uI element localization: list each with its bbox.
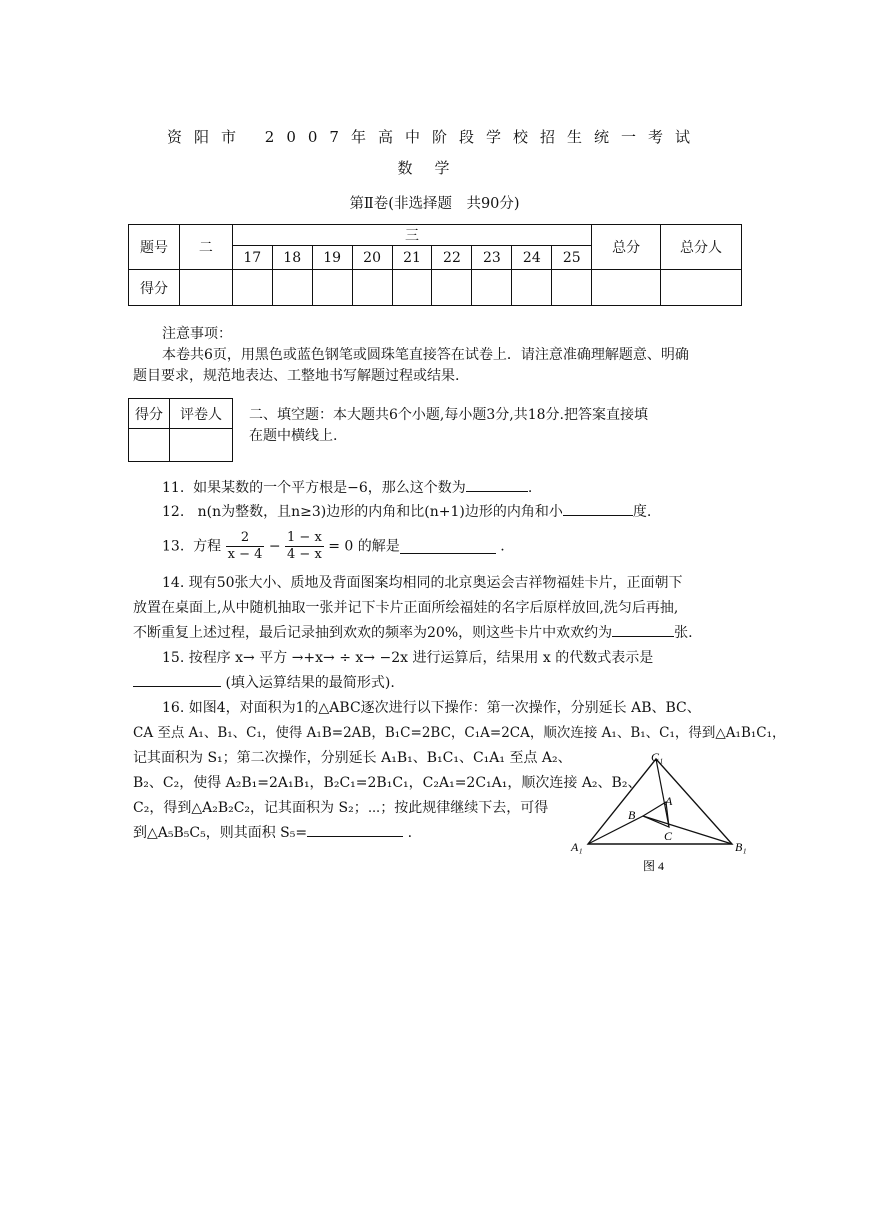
- score-table-col: 19: [312, 246, 352, 270]
- score-cell: [592, 270, 661, 306]
- question-15-line2: [133, 671, 395, 696]
- score-table-col: 25: [552, 246, 592, 270]
- part2-line1: 二、填空题：本大题共6个小题,每小题3分,共18分.把答案直接填: [249, 407, 648, 423]
- q16-line1: 16. 如图4，对面积为1的△ABC逐次进行以下操作：第一次操作，分别延长 AB、BC、: [162, 700, 701, 716]
- score-cell: [232, 270, 272, 306]
- question-11: [162, 476, 532, 501]
- q15-line1: 15. 按程序 x→ 平方 →+x→ ÷ x→ −2x 进行运算后，结果用 x 的代数式表示是: [162, 650, 654, 666]
- q14-line1: 14. 现有50张大小、质地及背面图案均相同的北京奥运会吉祥物福娃卡片，正面朝下: [162, 575, 683, 591]
- section-title: 第Ⅱ卷(非选择题 共90分): [349, 196, 520, 212]
- q12-end: 度.: [632, 504, 652, 520]
- q13-number: 13.: [162, 538, 185, 555]
- q16-line5: C₂，得到△A₂B₂C₂，记其面积为 S₂；⋯；按此规律继续下去，可得: [133, 800, 549, 816]
- score-table-header-zongfenren: 总分人: [661, 225, 742, 270]
- q16-line3: 记其面积为 S₁；第二次操作，分别延长 A₁B₁、B₁C₁、C₁A₁ 至点 A₂、: [133, 750, 572, 766]
- q13-f2-numerator: 1 − x: [287, 530, 322, 545]
- q11-end: .: [527, 480, 533, 496]
- notes-line2: 题目要求，规范地表达、工整地书写解题过程或结果.: [133, 368, 460, 384]
- grader-cell: [129, 429, 170, 462]
- score-table-col: 24: [512, 246, 552, 270]
- q13-fraction-1: [226, 530, 265, 563]
- figure-4: [565, 748, 755, 876]
- score-table-col: 20: [352, 246, 392, 270]
- q15-end: (填入运算结果的最简形式).: [225, 675, 395, 691]
- grader-pingjuanren: 评卷人: [170, 399, 233, 429]
- score-cell: [352, 270, 392, 306]
- score-table-col: 22: [432, 246, 472, 270]
- q11-text: 如果某数的一个平方根是−6，那么这个数为: [193, 480, 466, 496]
- figure-caption: 图 4: [643, 859, 665, 873]
- grader-cell: [170, 429, 233, 462]
- exam-subject: 数学: [397, 159, 472, 177]
- q12-answer-blank[interactable]: [563, 501, 633, 516]
- score-cell: [512, 270, 552, 306]
- q13-f2-denominator: 4 − x: [287, 547, 322, 562]
- q13-prefix: 方程: [193, 538, 222, 555]
- q12-number: 12.: [162, 504, 185, 520]
- segment-c1c: [656, 759, 669, 827]
- score-cell: [552, 270, 592, 306]
- q16-line4: B₂、C₂，使得 A₂B₁=2A₁B₁，B₂C₁=2B₁C₁，C₂A₁=2C₁A₁，顺次连接 A₂、B₂、: [133, 775, 642, 791]
- score-table-header-tihao: 题号: [129, 225, 180, 270]
- q13-suffix: = 0 的解是: [328, 538, 400, 555]
- question-16-line6: [133, 821, 412, 846]
- question-12: [162, 500, 651, 525]
- q14-end: 张.: [674, 625, 693, 641]
- part2-line2: 在题中横线上.: [249, 428, 338, 444]
- question-13: [162, 530, 505, 563]
- q16-line6: 到△A₅B₅C₅，则其面积 S₅=: [133, 825, 308, 841]
- label-a: A: [665, 794, 673, 808]
- score-table: [128, 224, 742, 306]
- q16-line2: CA 至点 A₁、B₁、C₁，使得 A₁B=2AB，B₁C=2BC，C₁A=2CA，顺次连接 A₁、B₁、C₁，得到△A₁B₁C₁，: [133, 725, 786, 741]
- q14-line2: 放置在桌面上,从中随机抽取一张并记下卡片正面所绘福娃的名字后原样放回,洗匀后再抽,: [133, 600, 679, 616]
- label-a1: A₁: [571, 840, 583, 854]
- score-cell: [312, 270, 352, 306]
- q13-f1-numerator: 2: [226, 530, 265, 547]
- grader-table: [128, 398, 233, 462]
- score-table-col: 21: [392, 246, 432, 270]
- score-cell: [179, 270, 232, 306]
- score-cell: [661, 270, 742, 306]
- q16-end: .: [407, 825, 413, 841]
- score-table-col: 23: [472, 246, 512, 270]
- triangle-a1b1c1: [588, 759, 732, 844]
- score-table-row-defen: 得分: [129, 270, 180, 306]
- q12-text: n(n为整数，且n≥3)边形的内角和比(n+1)边形的内角和小: [197, 504, 563, 520]
- score-cell: [472, 270, 512, 306]
- exam-title: 资阳市 2007年高中阶段学校招生统一考试: [167, 128, 702, 146]
- q11-number: 11.: [162, 480, 185, 496]
- q11-answer-blank[interactable]: [466, 477, 528, 492]
- q13-fraction-2: [285, 530, 324, 563]
- q15-answer-blank[interactable]: [133, 672, 221, 687]
- q13-end: .: [500, 538, 505, 555]
- label-b: B: [628, 808, 636, 822]
- label-c: C: [664, 829, 673, 843]
- score-cell: [392, 270, 432, 306]
- score-table-header-san: 三: [232, 225, 591, 246]
- notes-line1: 本卷共6页，用黑色或蓝色钢笔或圆珠笔直接答在试卷上．请注意准确理解题意、明确: [162, 347, 689, 363]
- notes-heading: 注意事项：: [162, 326, 232, 342]
- label-b1: B₁: [735, 840, 747, 854]
- q13-answer-blank[interactable]: [400, 539, 496, 554]
- label-c1: C₁: [651, 750, 664, 764]
- score-table-header-zongfen: 总分: [592, 225, 661, 270]
- score-table-header-er: 二: [179, 225, 232, 270]
- q16-answer-blank[interactable]: [307, 822, 403, 837]
- q13-minus: −: [268, 538, 281, 555]
- score-table-col: 18: [272, 246, 312, 270]
- grader-defen: 得分: [129, 399, 170, 429]
- score-cell: [272, 270, 312, 306]
- q14-line3: 不断重复上述过程，最后记录抽到欢欢的频率为20%，则这些卡片中欢欢约为: [133, 625, 613, 641]
- q14-answer-blank[interactable]: [612, 622, 674, 637]
- score-cell: [432, 270, 472, 306]
- question-14-line3: [133, 621, 693, 646]
- q13-f1-denominator: x − 4: [227, 547, 263, 562]
- score-table-col: 17: [232, 246, 272, 270]
